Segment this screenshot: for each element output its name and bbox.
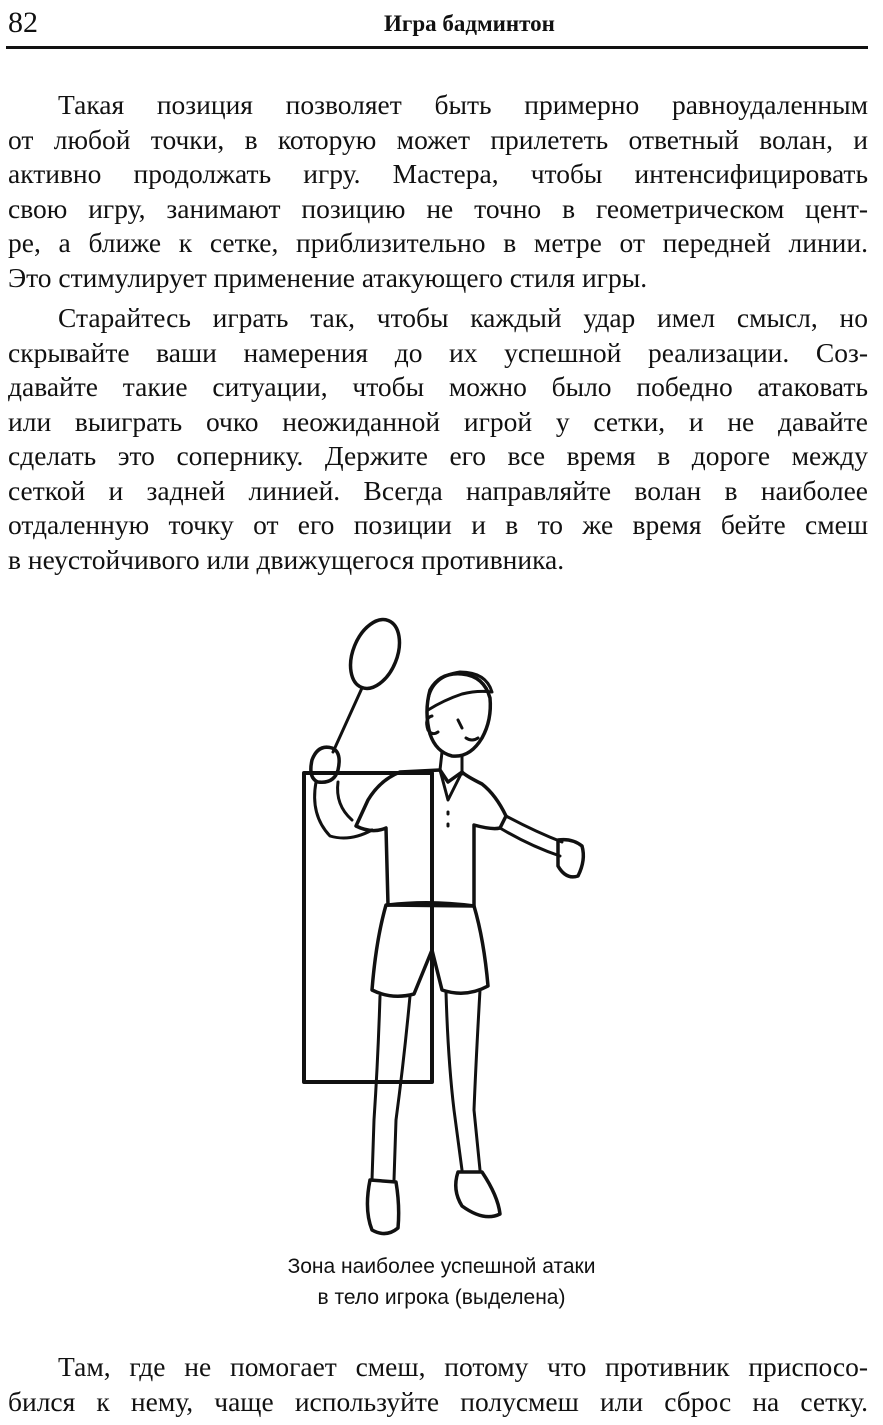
paragraph-line: Старайтесь играть так, чтобы каждый удар имел смысл, но (58, 302, 868, 333)
page-number: 82 (8, 6, 38, 39)
racket-head (341, 612, 409, 695)
paragraph-line: скрывайте ваши намерения до их успешной реализации. Соз- (8, 336, 868, 368)
extended-arm (500, 816, 562, 856)
raised-hand (311, 747, 339, 782)
right-shoe (456, 1172, 500, 1217)
paragraph-3 (8, 1350, 868, 1419)
paragraph-line: в неустойчивого или движущегося противника. (8, 543, 565, 575)
figure-caption-line-1: Зона наиболее успешной атаки (287, 1255, 596, 1278)
paragraph-line: Такая позиция позволяет быть примерно равноудаленным (58, 89, 868, 120)
right-leg (446, 990, 480, 1170)
head (427, 674, 490, 756)
paragraph-line: сеткой и задней линией. Всегда направляйте волан в наиболее (8, 474, 868, 506)
paragraph-line: активно продолжать игру. Мастера, чтобы интенсифицировать (8, 158, 868, 189)
header-rule (6, 46, 868, 49)
paragraph-line: Это стимулирует применение атакующего стиля игры. (8, 261, 648, 293)
hair (428, 672, 492, 710)
paragraph-1 (8, 88, 868, 295)
racket-shaft (333, 688, 362, 752)
figure-caption-line-2: в тело игрока (выделена) (317, 1286, 566, 1309)
face-detail (458, 720, 478, 740)
extended-hand (558, 840, 583, 877)
paragraph-line: ре, а ближе к сетке, приблизительно в метре от передней линии. (8, 227, 868, 258)
paragraph-2 (8, 301, 868, 577)
paragraph-line: давайте такие ситуации, чтобы можно было победно атаковать (8, 371, 868, 402)
badminton-player-illustration (270, 612, 610, 1248)
paragraph-line: бился к нему, чаще используйте полусмеш или сброс на сетку. (8, 1385, 868, 1417)
paragraph-line: Там, где не помогает смеш, потому что противник приспосо- (58, 1351, 868, 1382)
paragraph-line: от любой точки, в которую может прилететь ответный волан, и (8, 123, 868, 155)
raised-forearm-inner (338, 782, 352, 820)
paragraph-line: или выиграть очко неожиданной игрой у сетки, и не давайте (8, 405, 868, 437)
paragraph-line: сделать это сопернику. Держите его все время в дороге между (8, 440, 868, 471)
paragraph-line: отдаленную точку от его позиции и в то же время бейте смеш (8, 509, 868, 540)
paragraph-line: свою игру, занимают позицию не точно в геометрическом цент- (8, 192, 868, 224)
left-leg (372, 996, 410, 1180)
left-shoe (367, 1180, 398, 1234)
running-header-title: Игра бадминтон (384, 11, 555, 36)
attack-zone-rectangle (304, 773, 432, 1082)
